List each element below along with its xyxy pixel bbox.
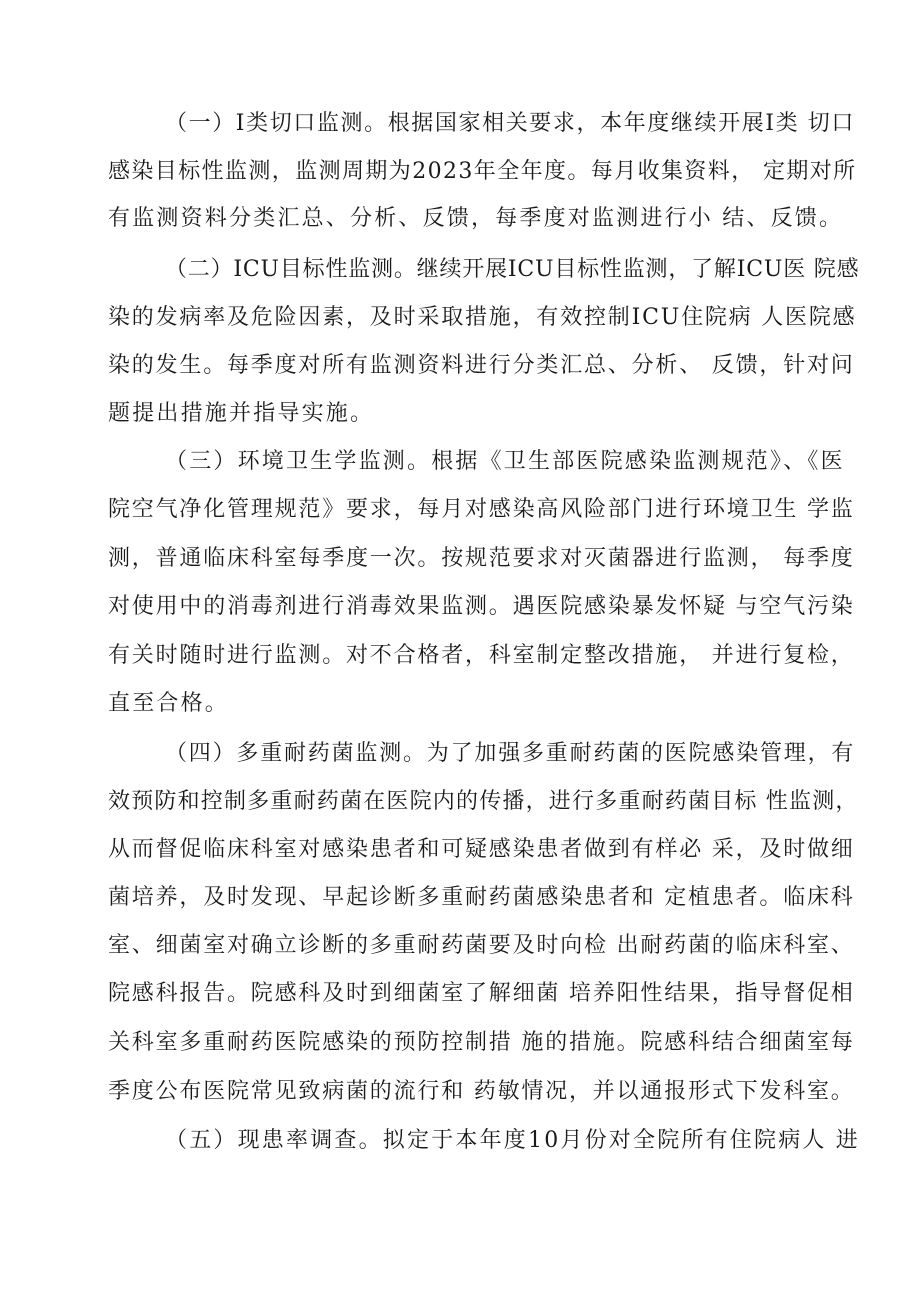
text-line: （一）I类切口监测。根据国家相关要求，本年度继续开展I类 切口 bbox=[165, 111, 855, 136]
text-line: 测，普通临床科室每季度一次。按规范要求对灭菌器进行监测， 每季度 bbox=[108, 546, 855, 571]
text-line: （三）环境卫生学监测。根据《卫生部医院感染监测规范》、《医 bbox=[165, 449, 845, 474]
text-line: （五）现患率调查。拟定于本年度10月份对全院所有住院病人 进 bbox=[165, 1128, 860, 1153]
text-line: 院空气净化管理规范》要求，每月对感染高风险部门进行环境卫生 学监 bbox=[108, 497, 855, 522]
text-line: （二）ICU目标性监测。继续开展ICU目标性监测，了解ICU医 院感 bbox=[165, 257, 860, 282]
text-line: 关科室多重耐药医院感染的预防控制措 施的措施。院感科结合细菌室每 bbox=[108, 1030, 855, 1055]
text-line: 题提出措施并指导实施。 bbox=[108, 401, 375, 426]
text-line: 染的发病率及危险因素，及时采取措施，有效控制ICU住院病 人医院感 bbox=[108, 305, 857, 330]
text-line: 院感科报告。院感科及时到细菌室了解细菌 培养阳性结果，指导督促相 bbox=[108, 981, 855, 1006]
text-line: 室、细菌室对确立诊断的多重耐药菌要及时向检 出耐药菌的临床科室、 bbox=[108, 933, 855, 958]
text-line: 菌培养，及时发现、早起诊断多重耐药菌感染患者和 定植患者。临床科 bbox=[108, 885, 855, 910]
text-line: 对使用中的消毒剂进行消毒效果监测。遇医院感染暴发怀疑 与空气污染 bbox=[108, 594, 855, 619]
text-line: 效预防和控制多重耐药菌在医院内的传播，进行多重耐药菌目标 性监测， bbox=[108, 789, 859, 814]
text-line: 染的发生。每季度对所有监测资料进行分类汇总、分析、 反馈，针对问 bbox=[108, 353, 855, 378]
text-line: 直至合格。 bbox=[108, 691, 230, 716]
text-line: 季度公布医院常见致病菌的流行和 药敏情况，并以通报形式下发科室。 bbox=[108, 1079, 855, 1104]
text-line: 感染目标性监测，监测周期为2023年全年度。每月收集资料， 定期对所 bbox=[108, 159, 857, 184]
text-line: （四）多重耐药菌监测。为了加强多重耐药菌的医院感染管理，有 bbox=[165, 741, 856, 766]
text-line: 有关时随时进行监测。对不合格者，科室制定整改措施， 并进行复检， bbox=[108, 643, 855, 668]
text-line: 从而督促临床科室对感染患者和可疑感染患者做到有样必 采，及时做细 bbox=[108, 837, 855, 862]
text-line: 有监测资料分类汇总、分析、反馈，每季度对监测进行小 结、反馈。 bbox=[108, 206, 844, 231]
